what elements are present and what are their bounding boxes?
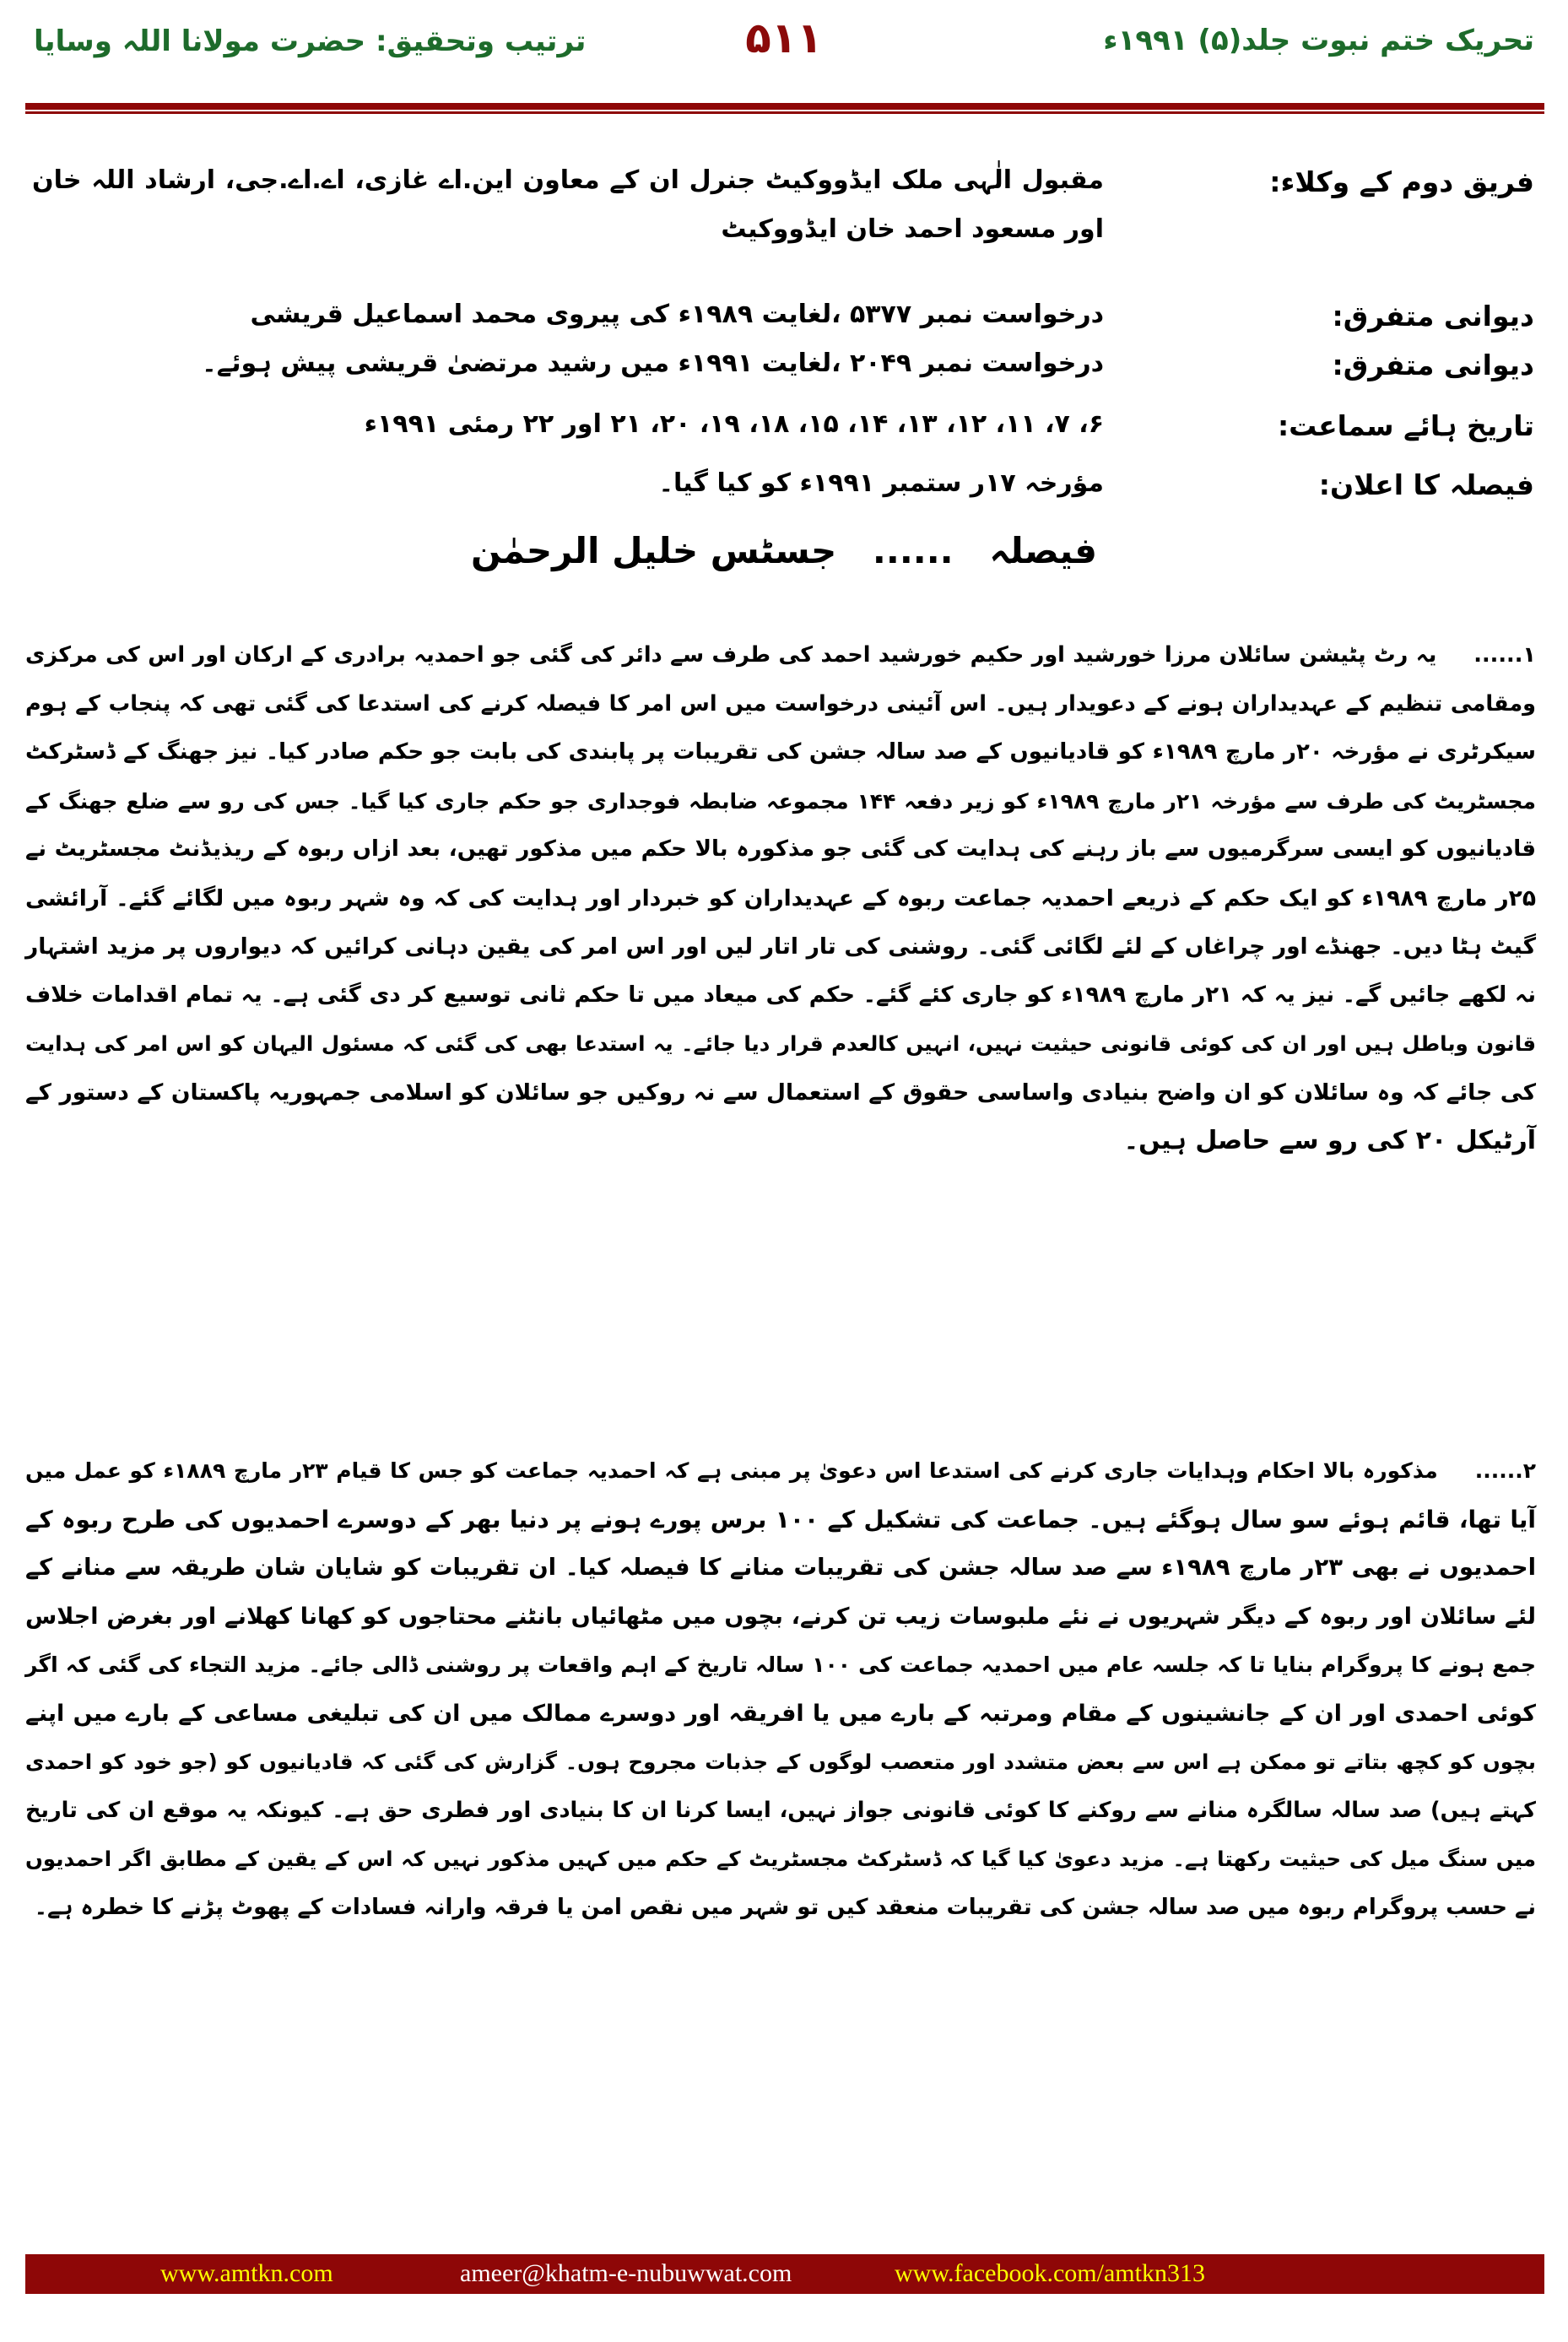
meta-value: مؤرخہ ۱۷ر ستمبر ۱۹۹۱ء کو کیا گیا۔: [658, 468, 1104, 498]
text-line: آرٹیکل ۲۰ کی رو سے حاصل ہیں۔: [1123, 1126, 1536, 1155]
text-line: مجسٹریٹ کی طرف سے مؤرخہ ۲۱ر مارچ ۱۹۸۹ء کو زیر دفعہ ۱۴۴ مجموعہ ضابطہ فوجداری جو حکم جاری کیا گیا۔ جس کی رو سے ضلع جھنگ کے: [25, 788, 1536, 814]
paragraph-number: ۲......: [1474, 1458, 1537, 1483]
meta-row-civil-misc-2: [32, 349, 1534, 399]
text-line: آیا تھا، قائم ہوئے سو سال ہوگئے ہیں۔ جماعت کی تشکیل کے ۱۰۰ برس پورے ہونے پر دنیا بھر کے دوسرے احمدیوں کی طرح ربوہ کے: [25, 1505, 1536, 1533]
paragraph-1: [25, 631, 1536, 1166]
text-line: نے حسب پروگرام ربوہ میں صد سالہ جشن کی تقریبات منعقد کیں تو شہر میں نقص امن یا فرقہ وارانہ فسادات کے پھوٹ پڑنے کا خطرہ ہے۔: [34, 1894, 1536, 1920]
verdict-word: فیصلہ: [989, 530, 1098, 571]
text-line: لئے سائلان اور ربوہ کے دیگر شہریوں نے نئے ملبوسات زیب تن کرنے، بچوں میں مٹھائیاں بانٹنے محتاجوں کو کھانا کھلانے اور بغرض اجلاس: [25, 1603, 1536, 1630]
verdict-dots: ......: [872, 530, 954, 571]
verdict-judge: جسٹس خلیل الرحمٰن: [470, 530, 837, 571]
meta-row-announcement: [32, 468, 1534, 519]
verdict-heading: [0, 530, 1568, 571]
meta-row-hearing-dates: [32, 409, 1534, 460]
header-rule-thin: [25, 111, 1544, 114]
text-line: کی جائے کہ وہ سائلان کو ان واضح بنیادی واساسی حقوق کے استعمال سے نہ روکیں جو سائلان کو اسلامی جمہوریہ پاکستان کے دستور کے: [25, 1079, 1536, 1106]
meta-value: درخواست نمبر ۵۳۷۷ ،لغایت ۱۹۸۹ء کی پیروی محمد اسماعیل قریشی: [250, 300, 1104, 329]
footer-bar: [25, 2254, 1544, 2294]
meta-label: دیوانی متفرق:: [1332, 349, 1534, 381]
meta-value: درخواست نمبر ۲۰۴۹ ،لغایت ۱۹۹۱ء میں رشید مرتضیٰ قریشی پیش ہوئے۔: [202, 349, 1104, 378]
page-number: ۵۱۱: [745, 14, 823, 62]
text-line: میں سنگ میل کی حیثیت رکھتا ہے۔ مزید دعویٰ کیا گیا کہ ڈسٹرکٹ مجسٹریٹ کے حکم میں کہیں مذکور نہیں کہ اس کے یقین کے مطابق اگر احمدیوں: [25, 1847, 1536, 1871]
website-link[interactable]: www.amtkn.com: [160, 2259, 333, 2287]
meta-row-counsel: [32, 165, 1534, 216]
meta-row-counsel-cont: [32, 214, 1534, 265]
text-line: نہ لکھے جائیں گے۔ نیز یہ کہ ۲۱ر مارچ ۱۹۸۹ء کو جاری کئے گئے۔ حکم کی میعاد میں تا حکم ثانی توسیع کر دی گئی ہے۔ یہ تمام اقدامات خلاف: [25, 982, 1536, 1008]
paragraph-number: ۱......: [1473, 642, 1536, 668]
text-line: سیکرٹری نے مؤرخہ ۲۰ر مارچ ۱۹۸۹ء کو قادیانیوں کے صد سالہ جشن کی تقریبات پر پابندی کی بابت جو حکم صادر کیا۔ نیز جھنگ کے ڈسٹرکٹ: [25, 739, 1536, 765]
text-line: یہ رٹ پٹیشن سائلان مرزا خورشید اور حکیم خورشید احمد کی طرف سے دائر کی گئی جو احمدیہ برادری کے ارکان اور اس کی مرکزی: [25, 642, 1437, 668]
meta-row-civil-misc-1: [32, 300, 1534, 350]
meta-value: اور مسعود احمد خان ایڈووکیٹ: [721, 214, 1104, 244]
meta-label: تاریخ ہائے سماعت:: [1277, 409, 1534, 442]
text-line: قادیانیوں کو ایسی سرگرمیوں سے باز رہنے کی ہدایت کی گئی جو مذکورہ بالا حکم میں مذکور تھیں، بعد ازاں ربوہ کے ریذیڈنٹ مجسٹریٹ نے: [25, 836, 1536, 862]
text-line: احمدیوں نے بھی ۲۳ر مارچ ۱۹۸۹ء سے صد سالہ جشن کی تقریبات منانے کا فیصلہ کیا۔ ان تقریبات کو شایان شان طریقہ سے منانے کے: [25, 1554, 1537, 1581]
meta-label: فیصلہ کا اعلان:: [1318, 468, 1534, 501]
text-line: ۲۵ر مارچ ۱۹۸۹ء کو ایک حکم کے ذریعے احمدیہ جماعت ربوہ کے عہدیداران کو خبردار اور ہدایت کی کہ وہ شہر ربوہ میں لگائے گئے۔ آرائشی: [25, 884, 1536, 911]
meta-value: ۶، ۷، ۱۱، ۱۲، ۱۳، ۱۴، ۱۵، ۱۸، ۱۹، ۲۰، ۲۱ اور ۲۲ رمئی ۱۹۹۱ء: [364, 409, 1104, 439]
meta-label: فریق دوم کے وکلاء:: [1269, 165, 1534, 198]
book-title: تحریک ختم نبوت جلد(۵) ۱۹۹۱ء: [1103, 24, 1534, 57]
facebook-link[interactable]: www.facebook.com/amtkn313: [895, 2259, 1205, 2287]
compiler-credit: ترتیب وتحقیق: حضرت مولانا اللہ وسایا: [34, 24, 587, 58]
meta-value: مقبول الٰہی ملک ایڈووکیٹ جنرل ان کے معاون این.اے غازی، اے.اے.جی، ارشاد اللہ خان: [32, 165, 1104, 195]
paragraph-2: [25, 1447, 1536, 1932]
text-line: کہتے ہیں) صد سالہ سالگرہ منانے سے روکنے کا کوئی قانونی جواز نہیں، ایسا کرنا ان کا بنیادی اور فطری حق ہے۔ کیونکہ یہ موقع ان کی تاریخ: [25, 1797, 1536, 1823]
meta-label: دیوانی متفرق:: [1332, 300, 1534, 333]
text-line: کوئی احمدی اور ان کے جانشینوں کے مقام ومرتبہ کے بارے میں یا افریقہ اور دوسرے ممالک میں ان کی تبلیغی مساعی کے بارے میں اپنے: [25, 1700, 1536, 1727]
text-line: گیٹ ہٹا دیں۔ جھنڈے اور چراغاں کے لئے لگائی گئی۔ روشنی کی تار اتار لیں اور اس امر کی یقین دہانی کرائیں کہ دیواروں پر مزید اشتہار: [25, 933, 1536, 960]
text-line: جمع ہونے کا پروگرام بنایا تا کہ جلسہ عام میں احمدیہ جماعت کی ۱۰۰ سالہ تاریخ کے اہم واقعات پر روشنی ڈالی جائے۔ مزید التجاء کی گئی کہ اگر: [25, 1652, 1537, 1677]
text-line: قانون وباطل ہیں اور ان کی کوئی قانونی حیثیت نہیں، انہیں کالعدم قرار دیا جائے۔ یہ استدعا بھی کی گئی کہ مسئول الیہان کو اس امر کی ہدایت: [25, 1031, 1536, 1056]
email-link[interactable]: ameer@khatm-e-nubuwwat.com: [460, 2259, 792, 2287]
text-line: ومقامی تنظیم کے عہدیداران ہونے کے دعویدار ہیں۔ اس آئینی درخواست میں اس امر کا فیصلہ کرنے کی استدعا کی گئی تھی کہ پنجاب کے ہوم: [25, 690, 1536, 717]
text-line: بچوں کو کچھ بتاتے تو ممکن ہے اس سے بعض متشدد اور متعصب لوگوں کے جذبات مجروح ہوں۔ گزارش کی گئی کہ قادیانیوں کو (جو خود کو احمدی: [25, 1750, 1536, 1774]
header-rule-thick: [25, 103, 1544, 110]
text-line: مذکورہ بالا احکام وہدایات جاری کرنے کی استدعا اس دعویٰ پر مبنی ہے کہ احمدیہ جماعت کو جس کا قیام ۲۳ر مارچ ۱۸۸۹ء کو عمل میں: [25, 1458, 1438, 1483]
